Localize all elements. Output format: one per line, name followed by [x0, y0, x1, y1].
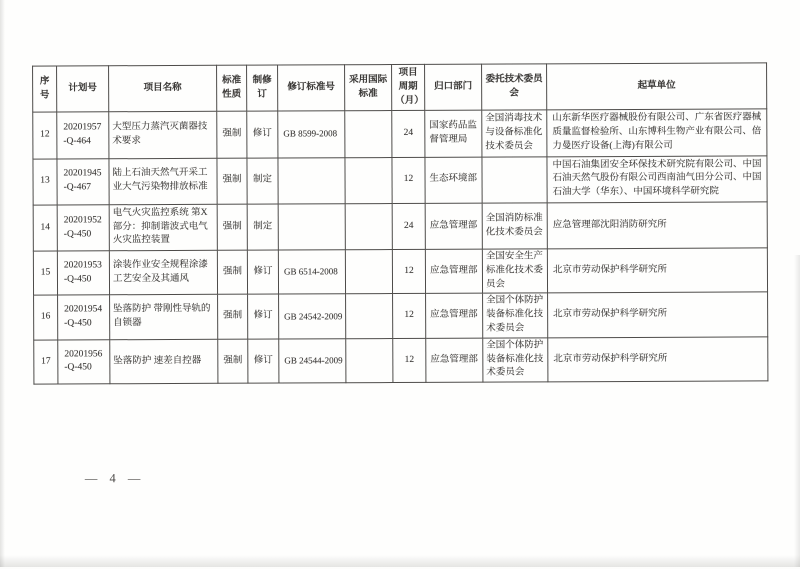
table-row: [33, 248, 767, 295]
cell-drafting-units: 北京市劳动保护科学研究所: [548, 337, 768, 382]
cell-dept: 应急管理部: [426, 294, 483, 339]
cell-intl-standard: [346, 294, 393, 339]
cell-seq: 15: [33, 251, 57, 295]
cell-intl-standard: [346, 338, 393, 383]
cell-plan-no: 20201953 -Q-450: [57, 251, 109, 296]
col-header-intl-standard: 采用国际 标准: [345, 65, 392, 112]
col-header-dept: 归口部门: [425, 64, 482, 111]
cell-project-name: 涂装作业安全规程涂漆工艺安全及其通风: [109, 250, 217, 295]
col-header-project-cycle: 项目 周期 （月）: [392, 64, 425, 110]
cell-dept: 生态环境部: [425, 157, 482, 204]
cell-committee: 全国安全生产 标准化技术委 员会: [482, 249, 547, 294]
cell-project-cycle: 12: [392, 250, 425, 294]
cell-plan-no: 20201945 -Q-467: [57, 158, 109, 205]
cell-revision-type: 修订: [247, 250, 278, 294]
table-row: [33, 202, 767, 251]
cell-revised-standard-no: GB 6514-2008: [278, 250, 345, 295]
cell-drafting-units: 中国石油集团安全环保技术研究院有限公司、中国石油天然气股份有限公司西南油气田分公司、中国石油大学（华东）、中国环境科学研究院: [547, 155, 767, 202]
cell-plan-no: 20201957 -Q-464: [57, 112, 109, 159]
table-header-row: [33, 63, 767, 112]
cell-project-name: 电气火灾监控系统 第X部分：抑制谐波式电气火灾监控装置: [109, 204, 217, 251]
cell-project-name: 坠落防护 带刚性导轨的自锁器: [110, 295, 218, 340]
page-number: — 4 —: [84, 471, 142, 486]
cell-committee: 全国个体防护 装备标准化技 术委员会: [483, 293, 548, 338]
cell-seq: 17: [34, 340, 58, 384]
cell-dept: 应急管理部: [426, 338, 483, 383]
col-header-revised-standard-no: 修订标准号: [278, 65, 345, 112]
cell-committee: 全国消毒技术 与设备标准化 技术委员会: [482, 110, 547, 157]
cell-standard-nature: 强制: [217, 204, 247, 250]
cell-project-cycle: 12: [392, 157, 425, 203]
cell-intl-standard: [345, 111, 392, 158]
col-header-standard-nature: 标准 性质: [217, 65, 247, 111]
cell-standard-nature: 强制: [217, 250, 247, 294]
cell-revision-type: 制定: [247, 158, 278, 204]
cell-project-cycle: 24: [392, 111, 425, 157]
col-header-committee: 委托技术委员 会: [482, 64, 547, 111]
cell-standard-nature: 强制: [217, 158, 247, 204]
table-row: [34, 337, 768, 384]
cell-standard-nature: 强制: [218, 339, 248, 383]
col-header-plan-no: 计划号: [57, 66, 109, 113]
cell-revision-type: 修订: [247, 111, 278, 157]
cell-drafting-units: 北京市劳动保护科学研究所: [547, 248, 767, 293]
scan-edge-bottom: [0, 555, 800, 567]
cell-revised-standard-no: [278, 157, 345, 204]
cell-committee: [482, 156, 547, 203]
cell-project-cycle: 12: [393, 338, 426, 382]
cell-revised-standard-no: GB 24542-2009: [279, 294, 346, 339]
cell-project-cycle: 12: [393, 294, 426, 338]
cell-project-name: 陆上石油天然气开采工业大气污染物排放标准: [109, 158, 217, 205]
col-header-project-name: 项目名称: [109, 65, 217, 112]
cell-seq: 13: [33, 159, 57, 205]
col-header-revision-type: 制修 订: [247, 65, 278, 111]
cell-plan-no: 20201952 -Q-450: [57, 205, 109, 252]
cell-drafting-units: 北京市劳动保护科学研究所: [548, 292, 768, 337]
cell-revised-standard-no: GB 24544-2009: [279, 339, 346, 384]
cell-project-name: 大型压力蒸汽灭菌器技术要求: [109, 112, 217, 159]
cell-intl-standard: [345, 203, 392, 250]
cell-drafting-units: 山东新华医疗器械股份有限公司、广东省医疗器械质量监督检验所、山东博科生物产业有限公司、倍力曼医疗设备(上海)有限公司: [547, 109, 767, 156]
cell-intl-standard: [345, 250, 392, 295]
table-row: [33, 109, 767, 158]
cell-standard-nature: 强制: [217, 111, 247, 157]
cell-seq: 14: [33, 205, 57, 251]
cell-committee: 全国消防标准 化技术委员会: [482, 203, 547, 250]
cell-revision-type: 修订: [248, 339, 279, 383]
cell-dept: 应急管理部: [425, 203, 482, 250]
cell-revised-standard-no: GB 8599-2008: [278, 111, 345, 158]
table-row: [33, 155, 767, 204]
cell-intl-standard: [345, 157, 392, 204]
cell-dept: 应急管理部: [425, 249, 482, 294]
cell-seq: 12: [33, 112, 57, 158]
cell-plan-no: 20201954 -Q-450: [58, 295, 110, 340]
col-header-drafting-units: 起草单位: [547, 63, 767, 110]
cell-plan-no: 20201956 -Q-450: [58, 340, 110, 385]
cell-seq: 16: [34, 295, 58, 339]
standards-plan-table: [32, 62, 768, 384]
col-header-seq: 序号: [33, 66, 57, 112]
cell-project-cycle: 24: [392, 203, 425, 249]
cell-revision-type: 修订: [248, 295, 279, 339]
cell-project-name: 坠落防护 速差自控器: [110, 339, 218, 384]
cell-drafting-units: 应急管理部沈阳消防研究所: [547, 202, 767, 249]
cell-committee: 全国个体防护 装备标准化技 术委员会: [483, 338, 548, 383]
cell-revision-type: 制定: [247, 204, 278, 250]
cell-dept: 国家药品监 督管理局: [425, 110, 482, 157]
cell-standard-nature: 强制: [218, 295, 248, 339]
scan-edge-left: [0, 0, 5, 567]
table-row: [34, 292, 768, 339]
cell-revised-standard-no: [278, 204, 345, 251]
scan-edge-right: [794, 255, 800, 567]
